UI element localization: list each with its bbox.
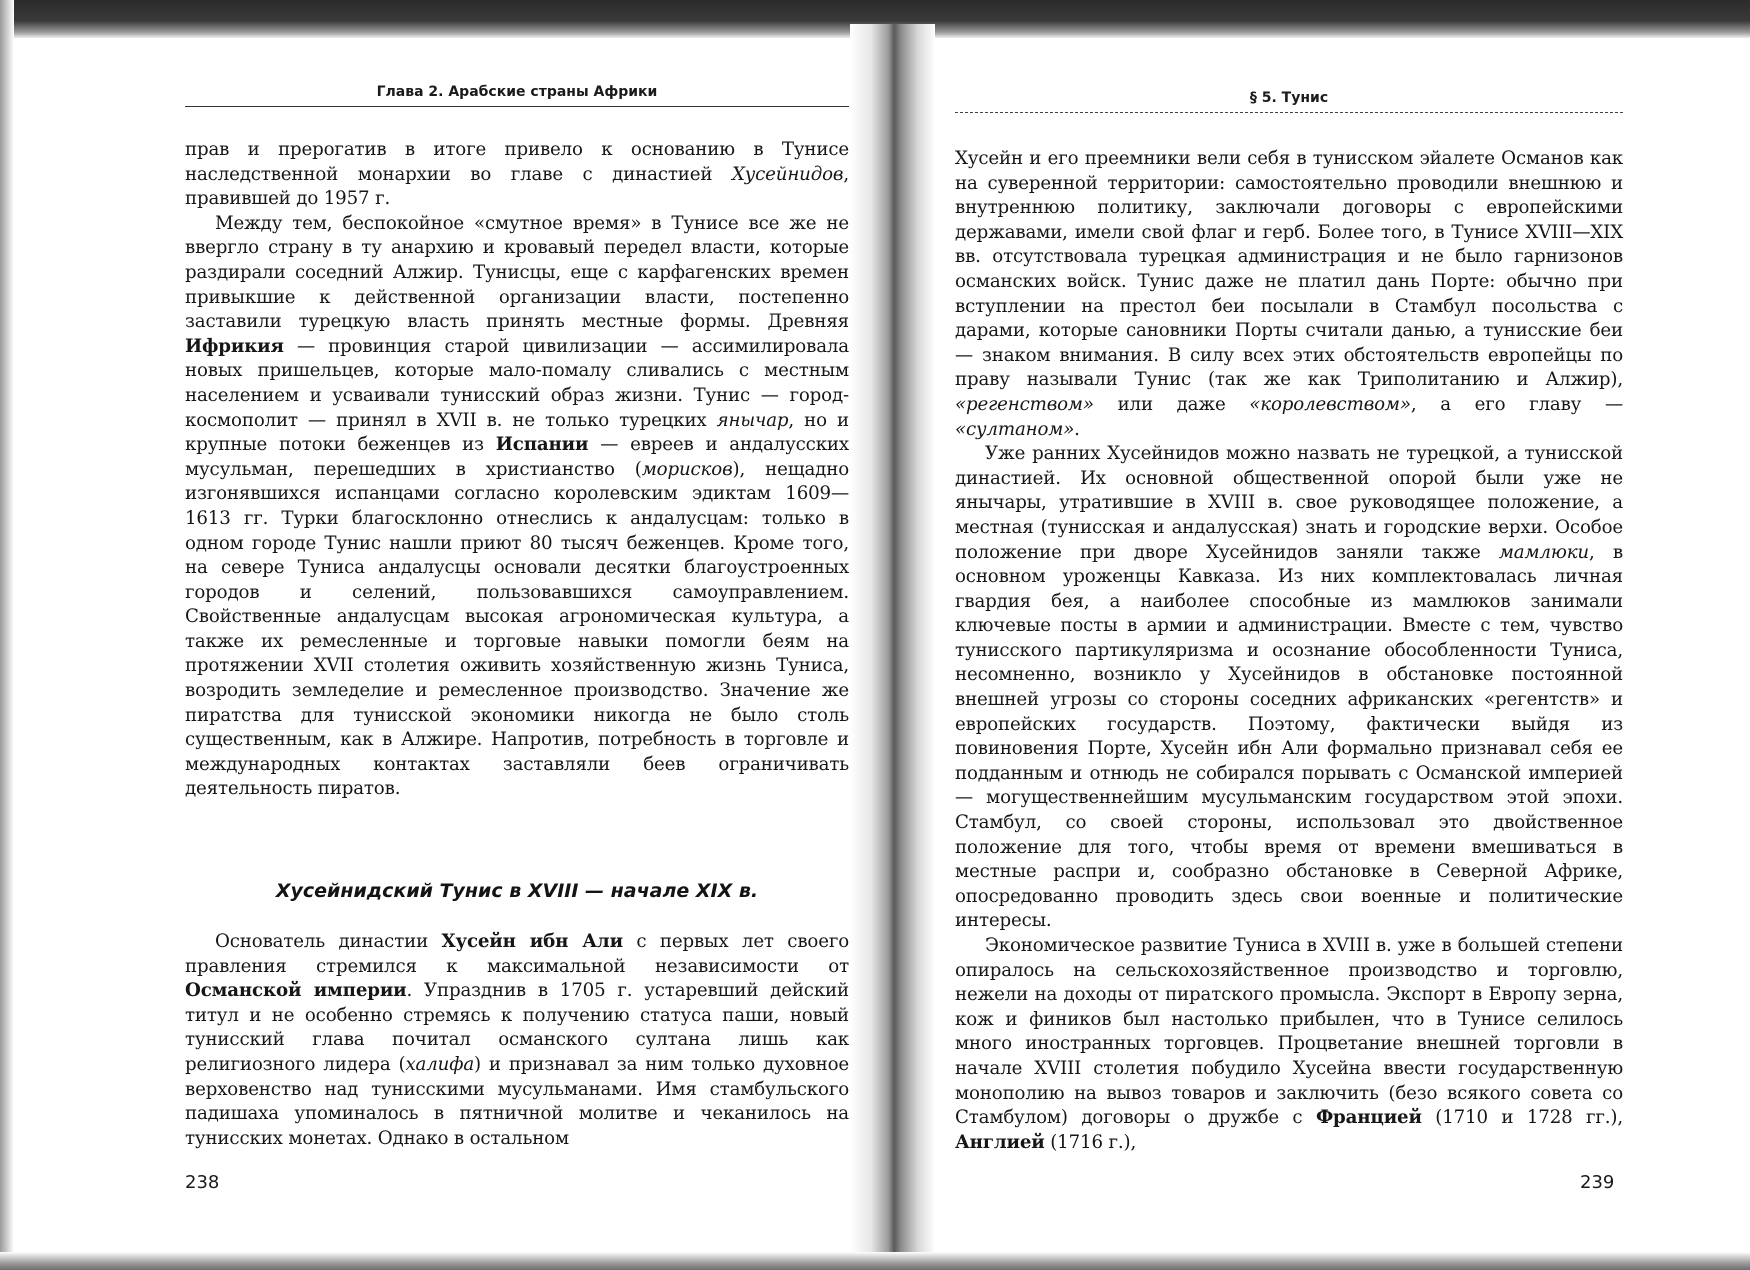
book-spine-gutter [850, 24, 935, 1260]
section-title: Хусейнидский Тунис в XVIII — начале XIX в. [275, 880, 759, 902]
paragraph [955, 934, 1623, 1155]
bold-term: Францией [1315, 1107, 1422, 1129]
text-run: Основатель династии [215, 931, 442, 952]
paragraph [185, 138, 849, 212]
text-run: , а его главу — [1410, 393, 1623, 415]
text-run: ) и признавал за ним только духовное верховенство над тунисскими мусульманами. Имя стамбульского падишаха упоминалось в пятничной молитве и чеканилось на тунисских монетах. Однако в остальном [185, 1053, 849, 1149]
italic-term: «королевством» [1249, 393, 1411, 415]
scan-bottom-edge [0, 1252, 1750, 1270]
italic-term: халифа [405, 1053, 475, 1075]
page-number-right: 239 [1580, 1172, 1615, 1193]
left-page-text-bottom [185, 930, 849, 1151]
italic-term: янычар [716, 409, 789, 431]
bold-term: Хусейн ибн Али [441, 931, 623, 952]
running-head-right: § 5. Тунис [955, 90, 1623, 113]
text-run: Экономическое развитие Туниса в XVIII в. уже в большей степени опиралось на сельскохозяйственное производство и торговлю, нежели на доходы от пиратского промысла. Экспорт в Европу зерна, кож и фиников был настолько прибылен, что в Тунисе селилось много иностранных торговцев. Процветание внешней торговли в начале XVIII столетия побудило Хусейна ввести государственную монополию на вывоз товаров и заключить (безо всякого совета со Стамбулом) договоры о дружбе с [955, 935, 1623, 1129]
text-run: . Упразднив в 1705 г. устаревший дейский титул и не особенно стремясь к получению статуса паши, новый тунисский глава почитал османского султана лишь как религиозного лидера ( [185, 980, 849, 1075]
text-run: Уже ранних Хусейнидов можно назвать не турецкой, а тунисской династией. Их основной общественной опорой были уже не янычары, утратившие в XVIII в. свое руководящее положение, а местная (тунисская и андалусская) знать и городские верхи. Особое положение при дворе Хусейнидов заняли также [955, 443, 1623, 563]
text-run: Между тем, беспокойное «смутное время» в Тунисе все же не ввергло страну в ту анархию и кровавый передел власти, которые раздирали соседний Алжир. Тунисцы, еще с карфагенских времен привыкшие к действенной организации власти, постепенно заставили турецкую власть принять местные формы. Древняя [185, 212, 849, 333]
italic-term: «регенством» [955, 393, 1094, 415]
running-head-left: Глава 2. Арабские страны Африки [185, 84, 849, 107]
text-run: с первых лет своего правления стремился к максимальной независимости от [185, 931, 850, 977]
italic-term: Хусейнидов [731, 163, 844, 185]
paragraph [185, 212, 849, 802]
paragraph [955, 147, 1623, 442]
page-number-left: 238 [185, 1172, 220, 1193]
right-page-text [955, 147, 1623, 1155]
text-run: , правившей до 1957 г. [185, 163, 849, 210]
italic-term: мамлюки [1498, 541, 1589, 563]
paragraph [955, 442, 1623, 934]
bold-term: Ифрикия [185, 335, 284, 357]
left-page-text-top [185, 138, 849, 802]
text-run: , в основном уроженцы Кавказа. Из них комплектовалась личная гвардия бея, а наиболее способные из мамлюков занимали ключевые посты в армии и администрации. Вместе с тем, чувство тунисского партикуляризма и осознание обособленности Туниса, несомненно, возникло у Хусейнидов в обстановке постоянной внешней угрозы со стороны соседних африканских «регентств» и европейских государств. Поэтому, фактически выйдя из повиновения Порте, Хусейн ибн Али формально признавал себя ее подданным и отнюдь не собирался порывать с Османской империей — могущественнейшим мусульманским государством этой эпохи. Стамбул, со своей стороны, использовал это двойственное положение для того, чтобы время от времени вмешиваться в местные распри и, сообразно обстановке в Северной Африке, опосредованно проводить здесь свои военные и политические интересы. [955, 541, 1623, 932]
text-run: или даже [1093, 393, 1250, 415]
bold-term: Англией [955, 1131, 1045, 1153]
paragraph [185, 930, 849, 1151]
text-run: (1710 и 1728 гг.), [1421, 1107, 1624, 1129]
bold-term: Османской империи [185, 980, 407, 1002]
text-run: — провинция старой цивилизации — ассимилировала новых пришельцев, которые мало-помалу сливались с местным населением и усваивали тунисский образ жизни. Тунис — город-космополит — принял в XVII в. не только турецких [185, 335, 849, 431]
text-run: ), нещадно изгонявшихся испанцами согласно королевским эдиктам 1609—1613 гг. Турки благосклонно отнеслись к андалусцам: только в одном городе Тунис нашли приют 80 тысяч беженцев. Кроме того, на севере Туниса андалусцы основали десятки благоустроенных городов и селений, пользовавшихся самоуправлением. Свойственные андалусцам высокая агрономическая культура, а также их ремесленные и торговые навыки помогли беям на протяжении XVII столетия оживить хозяйственную жизнь Туниса, возродить земледелие и ремесленное производство. Значение же пиратства для тунисской экономики никогда не было столь существенным, как в Алжире. Напротив, потребность в торговле и международных контактах заставляли беев ограничивать деятельность пиратов. [185, 458, 849, 800]
text-run: — евреев и андалусских мусульман, перешедших в христианство ( [185, 434, 849, 480]
text-run: прав и прерогатив в итоге привело к основанию в Тунисе наследственной монархии во главе с династией [185, 139, 849, 185]
text-run: Хусейн и его преемники вели себя в тунисском эйалете Османов как на суверенной территории: самостоятельно проводили внешнюю и внутреннюю политику, заключали договоры с европейскими державами, имели свой флаг и герб. Более того, в Тунисе XVIII—XIX вв. отсутствовала турецкая администрация и не было гарнизонов османских войск. Тунис даже не платил дань Порте: обычно при вступлении на престол беи посылали в Стамбул посольства с дарами, которые сановники Порты считали данью, а тунисские беи — знаком внимания. В силу всех этих обстоятельств европейцы по праву называли Тунис (так же как Триполитанию и Алжир), [955, 148, 1623, 391]
bold-term: Испании [495, 434, 589, 456]
italic-term: морисков [641, 458, 733, 480]
scan-left-edge [0, 0, 14, 1270]
text-run: (1716 г.), [1044, 1131, 1137, 1153]
text-run: . [1074, 418, 1080, 440]
italic-term: «султаном» [955, 418, 1075, 440]
text-run: , но и крупные потоки беженцев из [185, 409, 849, 456]
